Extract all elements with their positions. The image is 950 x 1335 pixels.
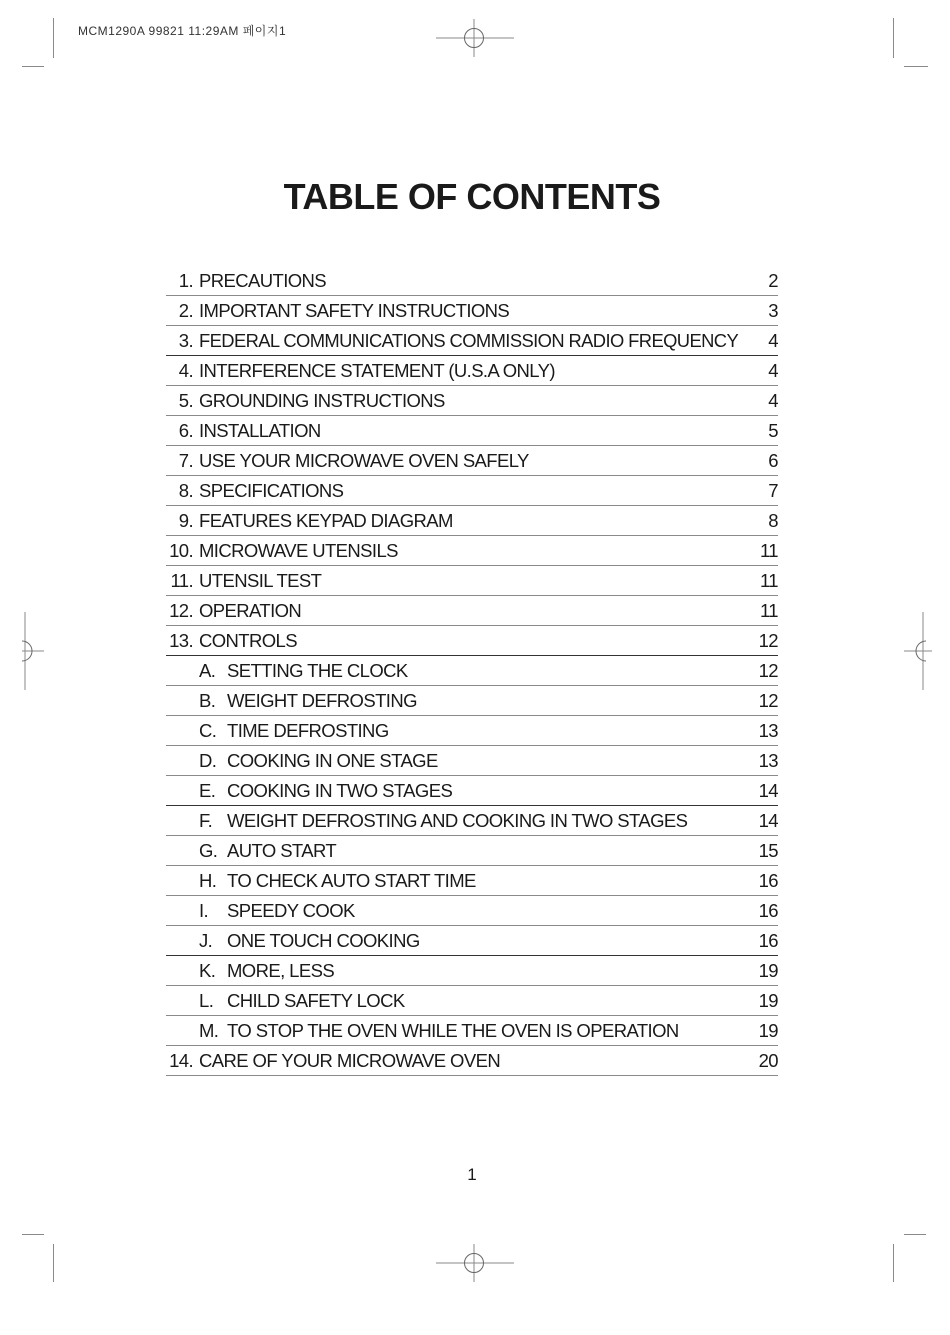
toc-entry-page: 19	[758, 990, 778, 1011]
toc-entry-page: 4	[768, 390, 778, 411]
toc-entry[interactable]	[166, 686, 778, 716]
crop-mark-tr-v	[893, 18, 894, 58]
toc-entry-page: 16	[758, 870, 778, 891]
toc-entry-page: 8	[768, 510, 778, 531]
toc-entry-label: UTENSIL TEST	[199, 570, 322, 591]
toc-entry-number: 6.	[178, 420, 193, 441]
toc-entry-page: 11	[759, 540, 778, 561]
crop-mark-bl-h	[22, 1234, 44, 1235]
toc-entry[interactable]	[166, 386, 778, 416]
toc-entry[interactable]	[166, 716, 778, 746]
toc-entry-number: K.	[199, 960, 216, 981]
toc-entry-number: 13.	[169, 630, 193, 651]
toc-entry[interactable]	[166, 356, 778, 386]
toc-entry[interactable]	[166, 836, 778, 866]
toc-entry[interactable]	[166, 926, 778, 956]
toc-entry-number: 1.	[178, 270, 193, 291]
toc-entry-page: 11	[759, 570, 778, 591]
page-title: TABLE OF CONTENTS	[283, 176, 661, 217]
toc-entry-page: 16	[758, 900, 778, 921]
toc-entry-number: E.	[199, 780, 216, 801]
toc-entry-label: IMPORTANT SAFETY INSTRUCTIONS	[199, 300, 510, 321]
toc-entry[interactable]	[166, 956, 778, 986]
toc-entry-page: 3	[768, 300, 778, 321]
toc-entry-label: SETTING THE CLOCK	[227, 660, 408, 681]
toc-entry-page: 20	[758, 1050, 778, 1071]
toc-entry-label: SPEEDY COOK	[227, 900, 355, 921]
toc-entry-label: TIME DEFROSTING	[227, 720, 389, 741]
toc-entry-page: 11	[759, 600, 778, 621]
toc-entry-number: 12.	[169, 600, 193, 621]
toc-entry-label: USE YOUR MICROWAVE OVEN SAFELY	[199, 450, 529, 471]
toc-entry-page: 6	[768, 450, 778, 471]
print-slug: MCM1290A 99821 11:29AM 페이지1	[78, 24, 287, 38]
toc-entry-number: M.	[199, 1020, 219, 1041]
toc-entry-number: J.	[199, 930, 213, 951]
toc-entry[interactable]	[166, 476, 778, 506]
toc-entry-page: 5	[768, 420, 778, 441]
toc-entry-page: 13	[758, 720, 778, 741]
toc-entry[interactable]	[166, 626, 778, 656]
toc-entry-label: WEIGHT DEFROSTING AND COOKING IN TWO STAGES	[227, 810, 688, 831]
toc-entry-label: INTERFERENCE STATEMENT (U.S.A ONLY)	[199, 360, 555, 381]
toc-entry[interactable]	[166, 566, 778, 596]
toc-entry-number: C.	[199, 720, 217, 741]
toc-entry-page: 12	[758, 690, 778, 711]
crop-mark-tr-h	[904, 66, 928, 67]
toc-entry-page: 15	[758, 840, 778, 861]
toc-entry-label: OPERATION	[199, 600, 302, 621]
toc-entry-page: 12	[758, 630, 778, 651]
toc-entry-number: B.	[199, 690, 216, 711]
toc-entry[interactable]	[166, 1046, 778, 1076]
toc-entry-number: 5.	[178, 390, 193, 411]
toc-entry-label: TO CHECK AUTO START TIME	[227, 870, 476, 891]
toc-entry[interactable]	[166, 746, 778, 776]
toc-entry-label: GROUNDING INSTRUCTIONS	[199, 390, 445, 411]
toc-entry-label: COOKING IN TWO STAGES	[227, 780, 453, 801]
toc-entry[interactable]	[166, 596, 778, 626]
toc-entry[interactable]	[166, 536, 778, 566]
crop-mark-br-v	[893, 1244, 894, 1282]
toc-entry-number: A.	[199, 660, 216, 681]
registration-mark-top-icon	[436, 18, 514, 58]
crop-mark-tl-v	[53, 18, 54, 58]
toc-entry-label: MICROWAVE UTENSILS	[199, 540, 398, 561]
toc-entry-page: 12	[758, 660, 778, 681]
toc-entry-label: SPECIFICATIONS	[199, 480, 344, 501]
toc-entry-label: FEATURES KEYPAD DIAGRAM	[199, 510, 453, 531]
toc-entry-label: COOKING IN ONE STAGE	[227, 750, 438, 771]
toc-entry[interactable]	[166, 896, 778, 926]
toc-entry-label: ONE TOUCH COOKING	[227, 930, 420, 951]
toc-entry-page: 14	[758, 810, 778, 831]
toc-entry[interactable]	[166, 266, 778, 296]
toc-entry-page: 16	[758, 930, 778, 951]
toc-entry-page: 2	[768, 270, 778, 291]
crop-mark-br-h	[904, 1234, 926, 1235]
toc-entry-page: 7	[768, 480, 778, 501]
toc-entry-label: CHILD SAFETY LOCK	[227, 990, 405, 1011]
toc-entry-number: 8.	[178, 480, 193, 501]
toc-entry-page: 19	[758, 960, 778, 981]
toc-entry-page: 4	[768, 330, 778, 351]
toc-entry-number: D.	[199, 750, 217, 771]
toc-entry-number: 3.	[178, 330, 193, 351]
toc-entry-number: F.	[199, 810, 213, 831]
toc-entry[interactable]	[166, 416, 778, 446]
page-number: 1	[467, 1165, 477, 1184]
toc-entry[interactable]	[166, 506, 778, 536]
toc-entry-number: 2.	[178, 300, 193, 321]
toc-entry[interactable]	[166, 776, 778, 806]
toc-entry-page: 4	[768, 360, 778, 381]
toc-entry-number: L.	[199, 990, 214, 1011]
toc-entry[interactable]	[166, 656, 778, 686]
toc-entry-number: G.	[199, 840, 218, 861]
toc-entry-number: H.	[199, 870, 217, 891]
toc-entry-label: TO STOP THE OVEN WHILE THE OVEN IS OPERATION	[227, 1020, 679, 1041]
toc-entry-label: INSTALLATION	[199, 420, 321, 441]
crop-mark-bl-v	[53, 1244, 54, 1282]
toc-entry[interactable]	[166, 326, 778, 356]
toc-entry-number: 10.	[169, 540, 193, 561]
toc-entry-number: 11.	[170, 570, 193, 591]
toc-entry[interactable]	[166, 446, 778, 476]
toc-entry[interactable]	[166, 296, 778, 326]
crop-mark-tl-h	[22, 66, 44, 67]
toc-entry-label: AUTO START	[227, 840, 337, 861]
toc-entry-label: MORE, LESS	[227, 960, 335, 981]
toc-entry-number: 7.	[178, 450, 193, 471]
toc-entry[interactable]	[166, 866, 778, 896]
toc-entry[interactable]	[166, 986, 778, 1016]
toc-entry[interactable]	[166, 1016, 778, 1046]
registration-mark-left-icon	[18, 612, 48, 690]
toc-list	[166, 266, 778, 1076]
toc-entry[interactable]	[166, 806, 778, 836]
toc-entry-page: 14	[758, 780, 778, 801]
toc-entry-label: CONTROLS	[199, 630, 297, 651]
registration-mark-right-icon	[900, 612, 936, 690]
toc-entry-number: 14.	[169, 1050, 193, 1071]
toc-entry-label: WEIGHT DEFROSTING	[227, 690, 417, 711]
toc-entry-number: I.	[199, 900, 209, 921]
toc-entry-number: 4.	[178, 360, 193, 381]
toc-entry-label: CARE OF YOUR MICROWAVE OVEN	[199, 1050, 501, 1071]
registration-mark-bottom-icon	[436, 1244, 514, 1284]
toc-entry-label: FEDERAL COMMUNICATIONS COMMISSION RADIO FREQUENCY	[199, 330, 739, 351]
toc-entry-page: 19	[758, 1020, 778, 1041]
toc-entry-number: 9.	[178, 510, 193, 531]
toc-entry-page: 13	[758, 750, 778, 771]
toc-entry-label: PRECAUTIONS	[199, 270, 327, 291]
